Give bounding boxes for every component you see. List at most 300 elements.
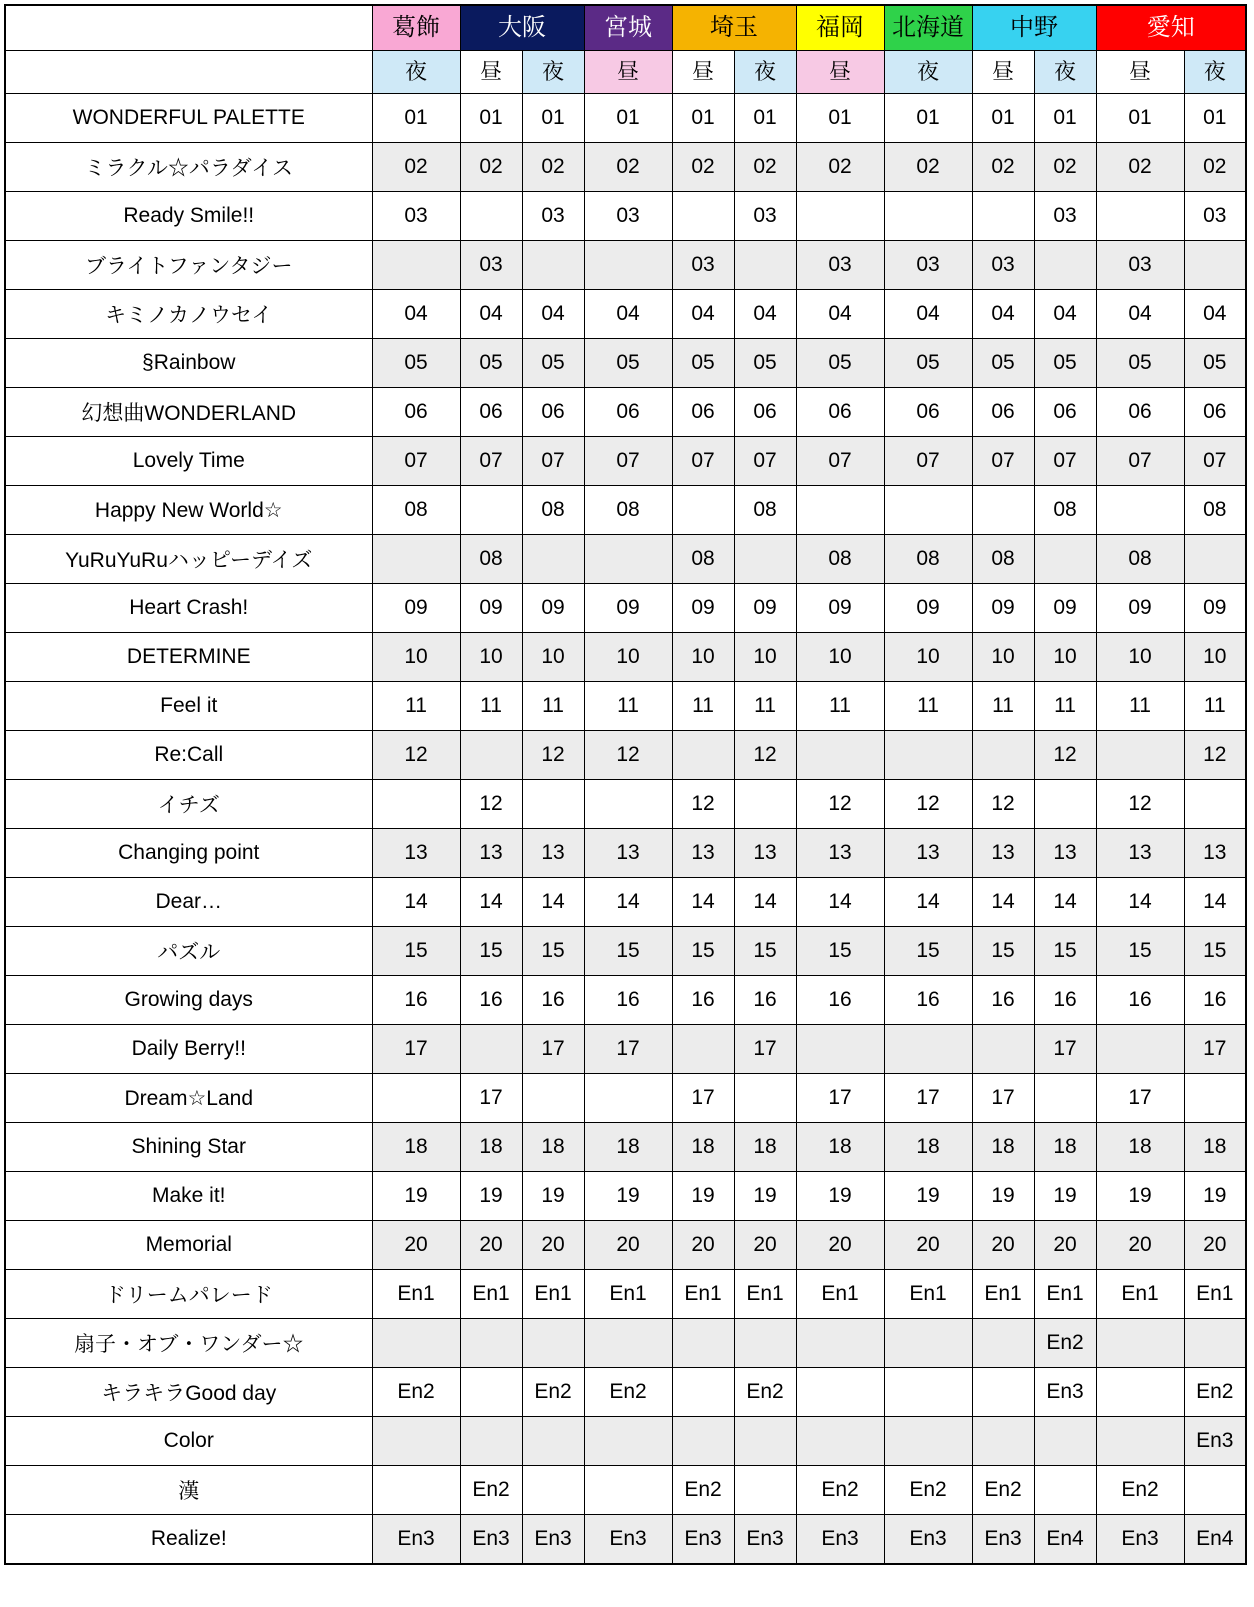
setlist-cell (1034, 1466, 1096, 1515)
setlist-cell: En3 (522, 1515, 584, 1564)
setlist-cell: 10 (734, 633, 796, 682)
setlist-cell: 07 (796, 437, 884, 486)
setlist-cell: 04 (584, 290, 672, 339)
setlist-cell (672, 1319, 734, 1368)
setlist-cell: 09 (460, 584, 522, 633)
setlist-cell: 20 (734, 1221, 796, 1270)
setlist-cell: 11 (884, 682, 972, 731)
setlist-cell: 10 (672, 633, 734, 682)
setlist-cell (584, 1319, 672, 1368)
setlist-cell: 11 (734, 682, 796, 731)
setlist-cell: 19 (1096, 1172, 1184, 1221)
setlist-cell (672, 731, 734, 780)
setlist-cell: 10 (796, 633, 884, 682)
setlist-cell: 01 (584, 94, 672, 143)
setlist-cell: 13 (372, 829, 460, 878)
setlist-cell: 20 (460, 1221, 522, 1270)
table-row (5, 535, 1246, 584)
table-row (5, 731, 1246, 780)
setlist-cell: 20 (1096, 1221, 1184, 1270)
setlist-cell: En2 (672, 1466, 734, 1515)
setlist-cell: 04 (672, 290, 734, 339)
setlist-cell: 14 (796, 878, 884, 927)
setlist-cell: 19 (522, 1172, 584, 1221)
setlist-cell: 18 (796, 1123, 884, 1172)
setlist-cell: En2 (460, 1466, 522, 1515)
setlist-cell: 05 (1034, 339, 1096, 388)
setlist-cell (1184, 1074, 1246, 1123)
setlist-cell: 18 (672, 1123, 734, 1172)
setlist-cell: 17 (1184, 1025, 1246, 1074)
setlist-cell: 08 (796, 535, 884, 584)
setlist-cell: 15 (1096, 927, 1184, 976)
setlist-cell: En3 (372, 1515, 460, 1564)
setlist-cell: En3 (884, 1515, 972, 1564)
setlist-cell: 09 (372, 584, 460, 633)
setlist-cell (672, 486, 734, 535)
setlist-cell (672, 1417, 734, 1466)
setlist-cell (460, 1319, 522, 1368)
setlist-cell (460, 1368, 522, 1417)
setlist-cell (884, 486, 972, 535)
setlist-cell: 03 (972, 241, 1034, 290)
setlist-cell (1034, 535, 1096, 584)
setlist-cell: 13 (584, 829, 672, 878)
setlist-cell: 01 (796, 94, 884, 143)
song-title: キミノカノウセイ (5, 290, 372, 339)
table-row (5, 829, 1246, 878)
setlist-cell: 08 (1034, 486, 1096, 535)
setlist-cell: 20 (522, 1221, 584, 1270)
setlist-cell (884, 1368, 972, 1417)
setlist-cell: 15 (584, 927, 672, 976)
song-title: イチズ (5, 780, 372, 829)
setlist-cell: 03 (1096, 241, 1184, 290)
song-title: Dream☆Land (5, 1074, 372, 1123)
setlist-cell (584, 241, 672, 290)
setlist-cell: 05 (522, 339, 584, 388)
setlist-cell: 14 (584, 878, 672, 927)
session-header-12: 夜 (1184, 51, 1246, 94)
setlist-cell (372, 1466, 460, 1515)
setlist-cell: 15 (884, 927, 972, 976)
setlist-cell: 15 (1184, 927, 1246, 976)
setlist-cell: 02 (734, 143, 796, 192)
song-title: 幻想曲WONDERLAND (5, 388, 372, 437)
setlist-cell: 20 (584, 1221, 672, 1270)
setlist-cell (522, 1319, 584, 1368)
venue-header-row (5, 5, 1246, 51)
setlist-cell (972, 1025, 1034, 1074)
setlist-cell: 06 (1034, 388, 1096, 437)
setlist-cell: En1 (672, 1270, 734, 1319)
setlist-cell: 02 (372, 143, 460, 192)
setlist-cell (796, 1319, 884, 1368)
setlist-cell: 14 (522, 878, 584, 927)
setlist-cell (584, 780, 672, 829)
setlist-cell: 12 (460, 780, 522, 829)
setlist-cell: En1 (796, 1270, 884, 1319)
setlist-cell: En1 (1096, 1270, 1184, 1319)
table-row (5, 682, 1246, 731)
setlist-cell: En3 (584, 1515, 672, 1564)
setlist-cell: 18 (972, 1123, 1034, 1172)
setlist-cell: En1 (372, 1270, 460, 1319)
song-title: WONDERFUL PALETTE (5, 94, 372, 143)
setlist-cell: 06 (972, 388, 1034, 437)
setlist-cell: 03 (522, 192, 584, 241)
table-row (5, 927, 1246, 976)
session-header-3: 夜 (522, 51, 584, 94)
setlist-cell: 01 (734, 94, 796, 143)
song-title: Daily Berry!! (5, 1025, 372, 1074)
setlist-body (5, 94, 1246, 1564)
setlist-cell: 15 (372, 927, 460, 976)
setlist-cell: 10 (584, 633, 672, 682)
setlist-cell: 13 (672, 829, 734, 878)
setlist-cell: 17 (672, 1074, 734, 1123)
session-header-1: 夜 (372, 51, 460, 94)
setlist-cell: 01 (972, 94, 1034, 143)
song-title: Heart Crash! (5, 584, 372, 633)
setlist-cell: 06 (372, 388, 460, 437)
setlist-cell (972, 192, 1034, 241)
setlist-cell (584, 1417, 672, 1466)
setlist-cell: 17 (460, 1074, 522, 1123)
setlist-cell (584, 1466, 672, 1515)
setlist-cell (372, 535, 460, 584)
setlist-cell: 09 (1096, 584, 1184, 633)
setlist-cell: 18 (734, 1123, 796, 1172)
setlist-cell (796, 731, 884, 780)
setlist-cell: 08 (584, 486, 672, 535)
setlist-cell: 17 (522, 1025, 584, 1074)
setlist-cell: 18 (1184, 1123, 1246, 1172)
setlist-cell: 19 (672, 1172, 734, 1221)
setlist-cell (1096, 1319, 1184, 1368)
table-row (5, 584, 1246, 633)
setlist-cell: 19 (1184, 1172, 1246, 1221)
setlist-cell: 11 (460, 682, 522, 731)
setlist-cell: 19 (372, 1172, 460, 1221)
song-title: Shining Star (5, 1123, 372, 1172)
setlist-cell: 17 (1034, 1025, 1096, 1074)
setlist-cell: 05 (734, 339, 796, 388)
setlist-cell: 09 (972, 584, 1034, 633)
setlist-cell: 08 (1184, 486, 1246, 535)
setlist-cell (584, 1074, 672, 1123)
setlist-cell: 18 (522, 1123, 584, 1172)
setlist-cell: 06 (1184, 388, 1246, 437)
venue-header-8: 愛知 (1096, 5, 1246, 51)
setlist-cell: 17 (372, 1025, 460, 1074)
setlist-cell (884, 1319, 972, 1368)
setlist-cell (884, 731, 972, 780)
setlist-cell (796, 1417, 884, 1466)
setlist-cell (460, 1417, 522, 1466)
setlist-cell (372, 1074, 460, 1123)
setlist-cell: En2 (522, 1368, 584, 1417)
setlist-cell: 07 (972, 437, 1034, 486)
setlist-cell: 07 (1034, 437, 1096, 486)
song-title: §Rainbow (5, 339, 372, 388)
setlist-cell: 13 (1184, 829, 1246, 878)
setlist-cell: 01 (1096, 94, 1184, 143)
setlist-cell (1034, 241, 1096, 290)
setlist-cell (460, 486, 522, 535)
setlist-cell: 02 (460, 143, 522, 192)
table-row (5, 1074, 1246, 1123)
setlist-cell: 17 (734, 1025, 796, 1074)
setlist-cell: 06 (522, 388, 584, 437)
setlist-cell: 13 (734, 829, 796, 878)
setlist-cell: 11 (1184, 682, 1246, 731)
setlist-cell: 16 (522, 976, 584, 1025)
setlist-cell: 20 (796, 1221, 884, 1270)
venue-header-2: 大阪 (460, 5, 584, 51)
setlist-cell: 19 (460, 1172, 522, 1221)
song-title: Re:Call (5, 731, 372, 780)
song-title: ブライトファンタジー (5, 241, 372, 290)
song-title: Make it! (5, 1172, 372, 1221)
setlist-cell: 08 (460, 535, 522, 584)
setlist-cell: 04 (372, 290, 460, 339)
setlist-cell: 12 (734, 731, 796, 780)
setlist-cell: 19 (796, 1172, 884, 1221)
session-header-4: 昼 (584, 51, 672, 94)
setlist-cell: 18 (1034, 1123, 1096, 1172)
song-title: キラキラGood day (5, 1368, 372, 1417)
setlist-cell (522, 1417, 584, 1466)
setlist-cell (1034, 1074, 1096, 1123)
setlist-cell: 05 (1096, 339, 1184, 388)
setlist-cell: 12 (972, 780, 1034, 829)
setlist-cell (1096, 731, 1184, 780)
setlist-cell: 17 (1096, 1074, 1184, 1123)
session-header-row (5, 51, 1246, 94)
setlist-cell: En3 (1034, 1368, 1096, 1417)
setlist-cell: En1 (734, 1270, 796, 1319)
song-title: Happy New World☆ (5, 486, 372, 535)
setlist-cell (372, 241, 460, 290)
setlist-cell: 13 (522, 829, 584, 878)
setlist-cell: 16 (672, 976, 734, 1025)
setlist-cell (672, 1025, 734, 1074)
setlist-cell: 12 (584, 731, 672, 780)
table-row (5, 1515, 1246, 1564)
setlist-cell (972, 731, 1034, 780)
setlist-cell: 04 (734, 290, 796, 339)
setlist-cell: 05 (972, 339, 1034, 388)
setlist-cell: 12 (1184, 731, 1246, 780)
song-title: Dear… (5, 878, 372, 927)
setlist-cell: 02 (522, 143, 584, 192)
setlist-cell: En4 (1184, 1515, 1246, 1564)
setlist-cell (972, 1368, 1034, 1417)
setlist-cell: 20 (972, 1221, 1034, 1270)
setlist-cell: 09 (884, 584, 972, 633)
setlist-cell: 02 (1184, 143, 1246, 192)
setlist-cell: 07 (672, 437, 734, 486)
setlist-cell: 06 (796, 388, 884, 437)
setlist-cell (972, 1319, 1034, 1368)
setlist-cell: 08 (372, 486, 460, 535)
setlist-cell: 17 (972, 1074, 1034, 1123)
setlist-cell: 18 (1096, 1123, 1184, 1172)
setlist-cell: 05 (372, 339, 460, 388)
setlist-cell: 13 (796, 829, 884, 878)
setlist-cell (672, 1368, 734, 1417)
setlist-cell: 19 (1034, 1172, 1096, 1221)
setlist-cell (1184, 1319, 1246, 1368)
setlist-cell (884, 1417, 972, 1466)
setlist-cell (734, 535, 796, 584)
setlist-cell: 14 (372, 878, 460, 927)
setlist-cell: 12 (672, 780, 734, 829)
setlist-cell (884, 1025, 972, 1074)
venue-header-4: 埼玉 (672, 5, 796, 51)
setlist-cell: 02 (1096, 143, 1184, 192)
setlist-cell: 09 (796, 584, 884, 633)
song-title: Memorial (5, 1221, 372, 1270)
setlist-cell (796, 486, 884, 535)
setlist-cell (372, 1417, 460, 1466)
setlist-cell: 16 (1034, 976, 1096, 1025)
table-row (5, 94, 1246, 143)
setlist-cell: 17 (584, 1025, 672, 1074)
table-row (5, 1368, 1246, 1417)
setlist-cell: 05 (796, 339, 884, 388)
setlist-cell: 16 (1184, 976, 1246, 1025)
setlist-cell: En3 (672, 1515, 734, 1564)
setlist-cell: 12 (372, 731, 460, 780)
setlist-cell: En1 (972, 1270, 1034, 1319)
setlist-cell: 20 (1034, 1221, 1096, 1270)
setlist-cell: 14 (672, 878, 734, 927)
setlist-cell: 08 (884, 535, 972, 584)
setlist-cell: 10 (972, 633, 1034, 682)
setlist-cell: 09 (1034, 584, 1096, 633)
setlist-cell (1184, 241, 1246, 290)
setlist-cell (1184, 780, 1246, 829)
setlist-cell: En2 (1034, 1319, 1096, 1368)
setlist-cell (522, 1466, 584, 1515)
setlist-cell: 15 (796, 927, 884, 976)
song-title: パズル (5, 927, 372, 976)
setlist-cell: 16 (1096, 976, 1184, 1025)
setlist-cell (672, 192, 734, 241)
table-row (5, 388, 1246, 437)
setlist-cell: 15 (1034, 927, 1096, 976)
setlist-cell: 10 (460, 633, 522, 682)
setlist-cell (972, 1417, 1034, 1466)
setlist-cell (734, 241, 796, 290)
song-title: Realize! (5, 1515, 372, 1564)
setlist-cell (372, 1319, 460, 1368)
setlist-cell: 15 (734, 927, 796, 976)
setlist-cell: 07 (460, 437, 522, 486)
table-row (5, 1319, 1246, 1368)
setlist-cell: 05 (1184, 339, 1246, 388)
setlist-cell: 03 (734, 192, 796, 241)
setlist-cell (796, 1368, 884, 1417)
table-row (5, 633, 1246, 682)
setlist-cell: 16 (460, 976, 522, 1025)
session-header-9: 昼 (972, 51, 1034, 94)
setlist-cell (796, 192, 884, 241)
setlist-cell: 02 (584, 143, 672, 192)
song-title: ドリームパレード (5, 1270, 372, 1319)
song-title: 扇子・オブ・ワンダー☆ (5, 1319, 372, 1368)
song-title: ミラクル☆パラダイス (5, 143, 372, 192)
setlist-cell: En3 (1184, 1417, 1246, 1466)
setlist-cell: 13 (972, 829, 1034, 878)
setlist-cell: 11 (522, 682, 584, 731)
setlist-cell: 08 (734, 486, 796, 535)
setlist-cell: 12 (796, 780, 884, 829)
setlist-cell: 16 (972, 976, 1034, 1025)
setlist-cell: 02 (672, 143, 734, 192)
setlist-cell (796, 1025, 884, 1074)
table-row (5, 192, 1246, 241)
table-row (5, 1123, 1246, 1172)
setlist-cell: 09 (522, 584, 584, 633)
setlist-cell: 16 (372, 976, 460, 1025)
setlist-cell (972, 486, 1034, 535)
setlist-cell: 16 (734, 976, 796, 1025)
setlist-cell (460, 1025, 522, 1074)
setlist-table (4, 4, 1247, 1565)
session-header-11: 昼 (1096, 51, 1184, 94)
setlist-cell: 11 (672, 682, 734, 731)
setlist-cell: 09 (1184, 584, 1246, 633)
setlist-cell (1184, 535, 1246, 584)
table-row (5, 1466, 1246, 1515)
setlist-cell (734, 1319, 796, 1368)
setlist-cell: 08 (1096, 535, 1184, 584)
setlist-cell: 14 (460, 878, 522, 927)
setlist-cell (460, 192, 522, 241)
setlist-cell: 19 (972, 1172, 1034, 1221)
setlist-cell: 17 (884, 1074, 972, 1123)
setlist-cell: 06 (1096, 388, 1184, 437)
venue-header-1: 葛飾 (372, 5, 460, 51)
setlist-cell: En1 (1184, 1270, 1246, 1319)
setlist-cell: 12 (884, 780, 972, 829)
song-title: 漢 (5, 1466, 372, 1515)
setlist-cell (734, 1074, 796, 1123)
setlist-cell: 02 (972, 143, 1034, 192)
venue-header-6: 北海道 (884, 5, 972, 51)
setlist-cell (1034, 1417, 1096, 1466)
setlist-cell: 20 (1184, 1221, 1246, 1270)
setlist-cell (1096, 486, 1184, 535)
setlist-cell: 07 (522, 437, 584, 486)
setlist-cell: 08 (672, 535, 734, 584)
setlist-cell (1096, 1417, 1184, 1466)
setlist-cell: En4 (1034, 1515, 1096, 1564)
setlist-cell (884, 192, 972, 241)
table-row (5, 241, 1246, 290)
setlist-cell: 04 (1184, 290, 1246, 339)
setlist-cell: 06 (584, 388, 672, 437)
table-row (5, 976, 1246, 1025)
setlist-cell: 14 (884, 878, 972, 927)
setlist-cell: 15 (672, 927, 734, 976)
setlist-cell: 01 (884, 94, 972, 143)
setlist-cell: 02 (1034, 143, 1096, 192)
setlist-cell: 15 (460, 927, 522, 976)
